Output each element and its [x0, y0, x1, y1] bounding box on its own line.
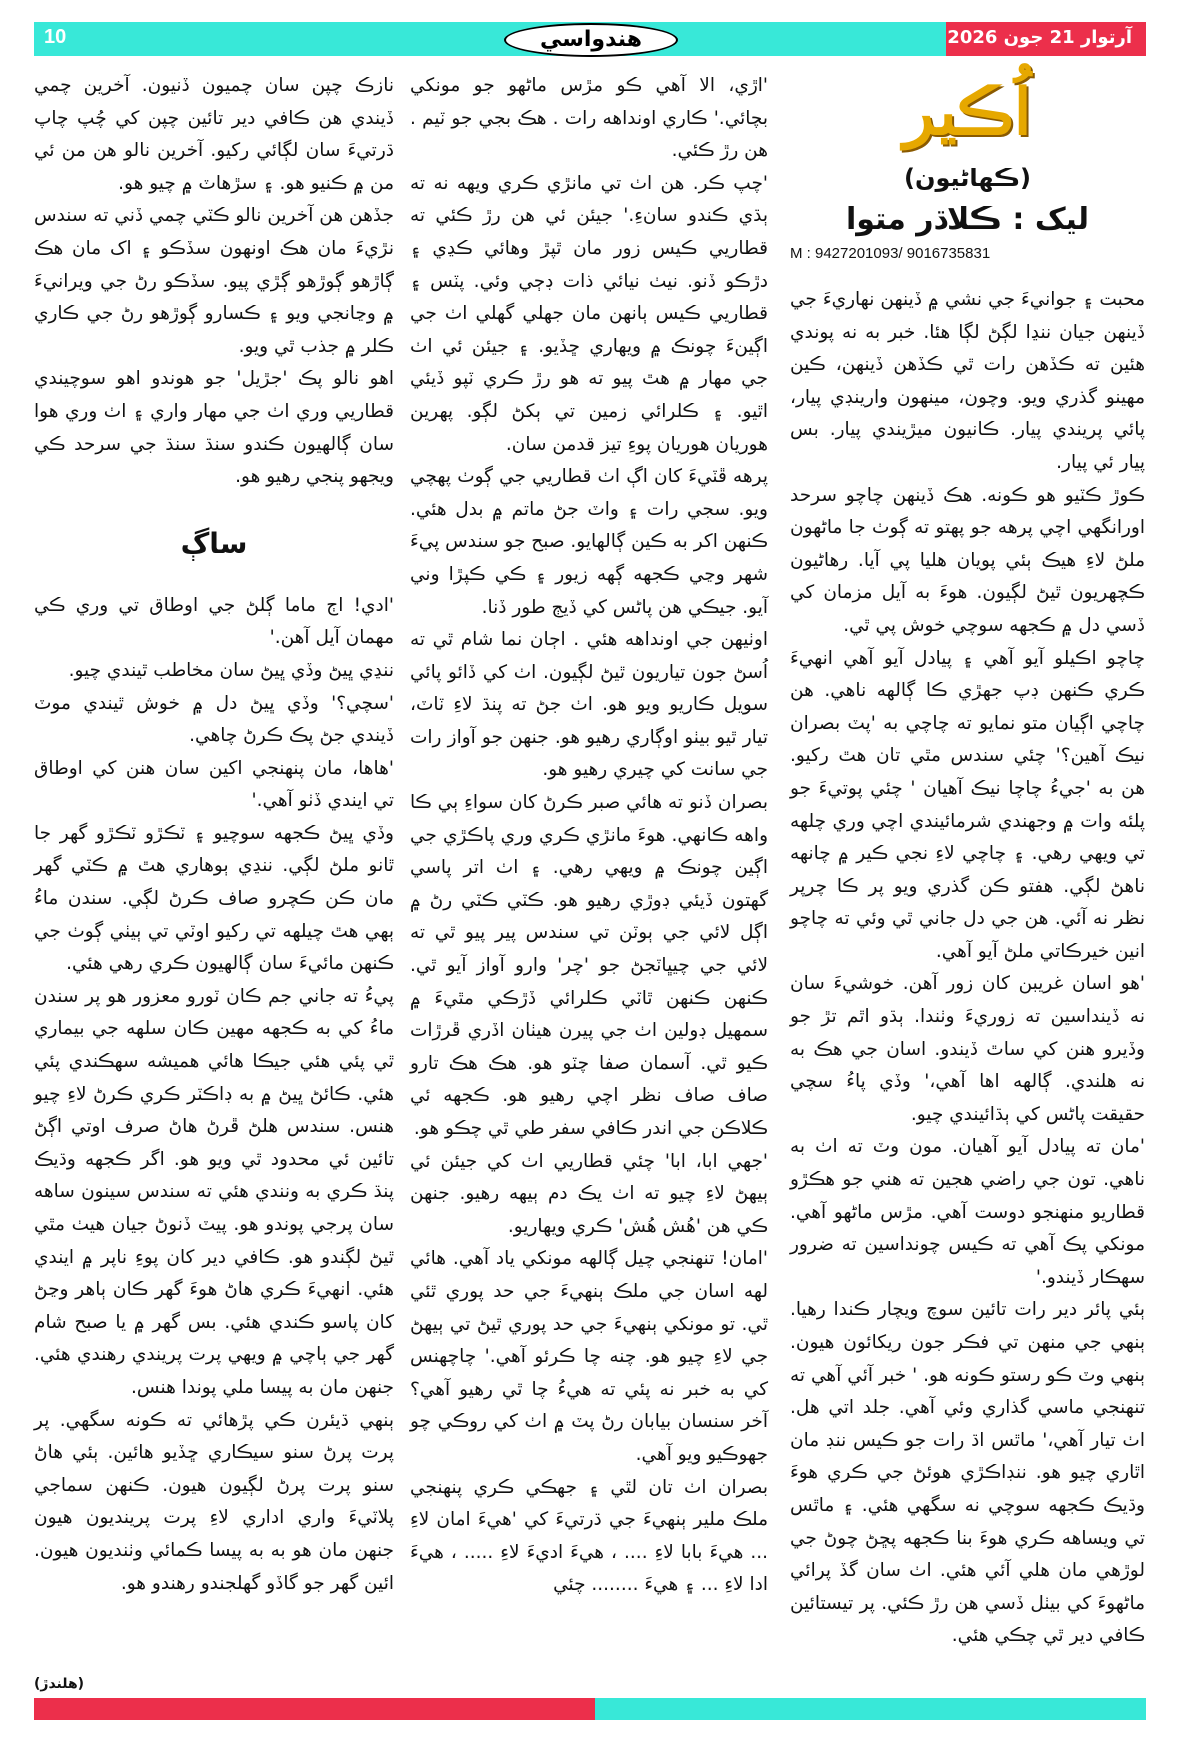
story-title: اُڪير [903, 75, 1032, 150]
column-middle [410, 70, 768, 1602]
paragraph: بصران ڏنو ته هائي صبر ڪرڻ کان سواءِ ٻي ڪا واهه ڪانهي. هوءَ مانڙي ڪري وري پاڪڙي جي اڳين چونڪ ۾ ويهي رهي. ۽ اٺ اتر پاسي گهتون ڏيئي ڊوڙي رهيو هو. ڪٽي ڪٽي رڻ ۾ اڳل لائي جي ٻوٽن تي سندس پير پيو ٿي ته لائي جي چيڀاٽجڻ جو 'چر' وارو آواز آيو ٿي. ڪنهن ڪنهن ٿاٽي ڪلرائي ڏڙڪي مٿيءَ ۾ سمهيل ڊولين اٺ جي پيرن هيٺان اڏري ڦرڙات ڪيو ٿي. آسمان صفا چٽو هو. هڪ هڪ تارو صاف صاف نظر اچي رهيو هو. ڪجهه ئي ڪلاڪن جي اندر ڪافي سفر طي ٿي چڪو هو. [410, 792, 768, 1139]
paragraph: پيءُ ته جاني جم ڪان ٽورو معزور هو پر سندن ماءُ کي به ڪجهه مهين ڪان سلهه جي بيماري ٿي پئي هئي جيڪا هائي هميشه سهڪندي پئي هئي. ڪائڻ ڀيڻ ۾ به ڊاڪٽر ڪري ڪرڻ لاءِ چيو هنس. سندس هلڻ ڦرڻ هاڻ صرف اوتي اڳڻ تائين ئي محدود ٿي ويو هو. اگر ڪجهه وڌيڪ پنڌ ڪري به ونندي هئي ته سندس سينون ساهه سان پرجي پوندو هو. پيٽ ڏنوڻ جيان هيٺ مٿي ٿيڻ لڳندو هو. ڪافي دير کان پوءِ ناپر ۾ ايندي هئي. انهيءَ ڪري هاڻ هوءَ گهر ڪان ٻاهر وڃڻ کان پاسو ڪندي هئي. بس گهر ۾ يا صبح شام گهر جي ٻاچي ۾ ويهي پرت پريندي رهندي هئي. جنهن مان به پيسا ملي پوندا هنس. [34, 985, 394, 1398]
paragraph: ٻئي پائر دير رات تائين سوچ ويچار ڪندا رهيا. ٻنهي جي منهن تي فڪر جون ريکائون هيون. ٻنهي وٽ ڪو رستو ڪونه هو. ' خبر آئي آهي ته تنهنجي ماسي گذاري وئي آهي. جلد اتي هل. اٺ تيار آهي،' ماٿس اڌ رات جو ڪيس ننڊ مان اٿاري چيو هو. ننڊاڪڙي هوئڻ جي ڪري هوءَ وڌيڪ ڪجهه سوچي نه سگهي هئي. ۽ ماٿس تي ويساهه ڪري هوءَ بنا ڪجهه پڇڻ چوڻ جي لوڙهي مان هلي آئي هئي. اٺ سان گڏ پرائي ماڻهوءَ کي بيٺل ڏسي هن رڙ ڪئي. پر تيستائين ڪافي دير ٿي چڪي هئي. [790, 1299, 1145, 1647]
issue-date: آرتوار 21 جون 2026 [947, 27, 1132, 48]
paragraph: وڏي ڀيڻ ڪجهه سوچيو ۽ ٽڪڙو ٽڪڙو گهر جا ٿانو ملڻ لڳي. ننڍي ٻوهاري هٿ ۾ ڪٽي گهر مان ڪن ڪچرو صاف ڪرڻ لڳي. سندن ماءُ ٻهي هٿ چيلهه تي رکيو اوٽي تي ٻيٺي ڳوٺ جي ڪنهن مائيءَ سان ڳالهيون ڪري رهي هئي. [34, 822, 394, 975]
header-date-block [946, 22, 1146, 56]
paragraph: اهو نالو پڪ 'جڙيل' جو هوندو اهو سوچيندي قطاريي وري اٺ جي مهار واري ۽ اٺ وري هوا سان ڳالهيون ڪندو سنڌ سنڌ جي سرحد ڪي ويجهو پنجي رهيو هو. [34, 368, 394, 488]
page-number: 10 [44, 26, 67, 48]
paragraph: جڏهن هن آخرين نالو ڪٽي چمي ڏني ته سندس نڙيءَ مان هڪ اونهون سڏڪو ۽ اک مان هڪ ڳاڙهو ڳوڙهو ڳڙي پيو. سڏڪو رڻ جي ويرانيءَ ۾ وڃانجي ويو ۽ ڪسارو ڳوڙهو رڻ جي ڪاري ڪلر ۾ جذب ٿي ويو. [34, 205, 394, 357]
paragraph: نازڪ چپن سان چميون ڏنيون. آخرين چمي ڏيندي هن ڪافي دير تائين چپن کي چُپ چاپ ڌرتيءَ سان لڳائي رکيو. آخرين نالو هن من ئي من ۾ ڪنيو هو. ۽ سڙهاٽ ۾ چيو هو. [34, 75, 394, 194]
paragraph: بصران اٺ تان لٿي ۽ جهڪي ڪري پنهنجي ملڪ ملير ٻنهيءَ جي ڌرتيءَ کي 'هيءَ امان لاءِ ... هيءَ بابا لاءِ .... ، هيءَ اديءَ لاءِ ..... ، هيءَ ادا لاءِ ... ۽ هيءَ ........ چئي [410, 1476, 768, 1596]
paragraph: 'مان ته پيادل آيو آهيان. مون وٽ ته اٺ به ناهي. تون جي راضي هجين ته هني جو هڪڙو قطاريو منهنجو دوست آهي. مڙس ماڻهو آهي. مونکي پڪ آهي ته ڪيس چونداسين ته ضرور سهڪار ڏيندو.' [790, 1136, 1145, 1288]
column-right [790, 70, 1145, 1653]
continued-credit: (هلندڙ) [34, 1676, 85, 1692]
paragraph: ڪوڙ ڪٽيو هو ڪونه. هڪ ڏينهن چاچو سرحد اورانگهي اچي پرهه جو پهتو ته ڳوٺ جا ماڻهون ملڻ لاءِ هيڪ ٻئي پويان هليا پي آيا. رهاڻيون ڪچهريون ٿيڻ لڳيون. هوءَ به آيل مزمان کي ڏسي دل ۾ ڪجهه سوچي خوش پي ٿي. [790, 484, 1145, 636]
header-bar [34, 22, 1146, 56]
paragraph: 'چپ ڪر. هن اٺ تي مانڙي ڪري ويهه نه ته ٻڌي ڪندو سانءِ.' جيئن ئي هن رڙ ڪئي ته قطاريي ڪيس زور مان ٿپڙ وهائي ڪڍي ۽ دڙڪو ڏنو. نيٺ نيائي ذات ڊڄي وئي. پٽس ۽ قطاريي ڪيس ٻانهن مان جهلي گهلي اٺ جي اڳينءَ چونڪ ۾ ويهاري ڇڏيو. ۽ جيئن ئي اٺ جي مهار ۾ هٿ پيو ته هو رڙ ڪري ٽپو ڏيئي اٿيو. ۽ ڪلرائي زمين تي ٻکڻ لڳو. پهرين هوريان هوريان پوءِ تيز قدمن سان. [410, 172, 768, 455]
paragraph: محبت ۽ جوانيءَ جي نشي ۾ ڏينهن نهاريءَ جي ڏينهن جيان ننڍا لڳڻ لڳا هئا. خبر به نه پوندي هئين ته ڪڏهن رات ٿي ڪڏهن ڏينهن، ڪين مهينو گذري ويو. وچون، مينهون وارينڊي پيار، پائي پريندي پيار. ڪانيون ميڙيندي پيار. بس پيار ئي پيار. [790, 289, 1145, 473]
paragraph: چاچو اڪيلو آيو آهي ۽ پيادل آيو آهي انهيءَ ڪري ڪنهن ڊپ جهڙي ڪا ڳالهه ناهي. هن چاچي اڳيان متو نمايو ته چاچي به 'پٽ بصران نيڪ آهين؟' چئي سندس مٿي تان هٿ رکيو. هن به 'جيءُ چاچا نيڪ آهيان ' چئي پوتيءَ جو پلئه وات ۾ وجهندي شرمائيندي اچي وري چلهه تي ويهي رهي. ۽ چاچي لاءِ نجي ڪير ۾ چانهه ناهڻ لڳي. هفتو ڪن گذري ويو پر ڪا چرپر نظر نه آئي. هن جي دل جاني ٿي وئي ته چاچو انين خيرڪاتي ملڻ آيو آهي. [790, 647, 1145, 962]
author-mobile: M : 9427201093/ 9016735831 [790, 245, 991, 262]
paragraph: 'هاها، مان پنهنجي اکين سان هنن کي اوطاق تي ايندي ڏٺو آهي.' [34, 757, 394, 812]
paragraph: پرهه ڦٽيءَ کان اڳ اٺ قطاريي جي ڳوٺ پهچي ويو. سجي رات ۽ واٽ جڻ ماتم ۾ بدل هئي. ڪنهن اکر به ڪين ڳالهايو. صبح جو سندس پيءَ شهر وڃي ڪجهه ڳهه زيور ۽ ڪي ڪپڙا وني آيو. جيڪي هن پاڻس کي ڏيڄ طور ڏنا. [410, 466, 768, 618]
paragraph: ننڍي ڀيڻ وڏي ڀيڻ سان مخاطب ٿيندي چيو. [68, 659, 394, 681]
footer-bar-cyan [595, 1698, 1146, 1720]
story2-title: ساڳ [180, 526, 248, 560]
author-byline: ليک : ڪلاڌر متوا [845, 202, 1090, 237]
paragraph: 'اڙي، الا آهي ڪو مڙس ماڻهو جو مونکي بچائي.' ڪاري اونداهه رات . هڪ بجي جو ٽيم . هن رڙ ڪئي. [410, 75, 768, 162]
paragraph: 'ادي! اڄ ماما ڳلڻ جي اوطاق تي وري ڪي مهمان آيل آهن.' [34, 594, 394, 649]
footer-bar [34, 1698, 1146, 1720]
paragraph: 'امان! تنهنجي چيل ڳالهه مونکي ياد آهي. هائي لهه اسان جي ملڪ ٻنهيءَ جي حد پوري ٿئي ٿي. تو مونکي ٻنهيءَ جي حد پوري ٿيڻ تي ٻيهڻ جي لاءِ چيو هو. چنه چا ڪرئو آهي.' چاچهنس کي به خبر نه پئي ته هيءُ چا ٿي رهيو آهي؟ آخر سنسان بيابان رڻ پٽ ۾ اٺ کي روڪي چو جهوڪيو ويو آهي. [410, 1248, 768, 1465]
paragraph: 'سچي؟' وڏي ڀيڻ دل ۾ خوش ٿيندي موٽ ڏيندي جڻ پڪ ڪرڻ چاهي. [34, 692, 394, 747]
story-genre: (ڪهاڻيون) [904, 164, 1031, 192]
paragraph: 'هو اسان غريبن کان زور آهن. خوشيءَ سان نه ڏينداسين ته زوريءَ وٺندا. ٻڌو اٿم تڙ جو وڏيرو هنن کي ساٿ ڏيندو. اسان جي هڪ به نه هلندي. ڳالهه اها آهي،' وڏي پاءُ سچي حقيقت پاڻس کي ٻڌائيندي چيو. [790, 973, 1145, 1125]
paragraph: 'جهي ابا، ابا' چئي قطاريي اٺ کي جيئن ئي ٻيهڻ لاءِ چيو ته اٺ يڪ دم ٻيهه رهيو. جنهن ڪي هن 'هُش هُش' ڪري ويهاريو. [410, 1150, 768, 1237]
paragraph: اوٺيهن جي اونداهه هئي . اڄان نما شام ٿي ته اُسڻ جون تياريون ٿيڻ لڳيون. اٺ کي ڏائو پائي سويل ڪاريو ويو هو. اٺ جڻ ته پنڌ لاءِ ٽاٽ، تيار ٿيو بيٺو اوڳاري رهيو هو. جنهن جو آواز رات جي سانت کي چيري رهيو هو. [410, 629, 768, 781]
masthead-logo: هندواسي [504, 23, 678, 57]
column-left [34, 70, 394, 1600]
paragraph: ٻنهي ڌيئرن ڪي پڙهائي ته ڪونه سگهي. پر پرت پرڻ سنو سيڪاري ڇڏيو هائين. ٻئي هاڻ سنو پرت پرڻ لڳيون هيون. ڪنهن سماجي پلاٽيءَ واري اداري لاءِ پرت پرينديون هيون جنهن مان هو به به پيسا ڪمائي وٺنديون هيون. ائين گهر جو گاڏو گهلجندو رهندو هو. [34, 1409, 394, 1594]
